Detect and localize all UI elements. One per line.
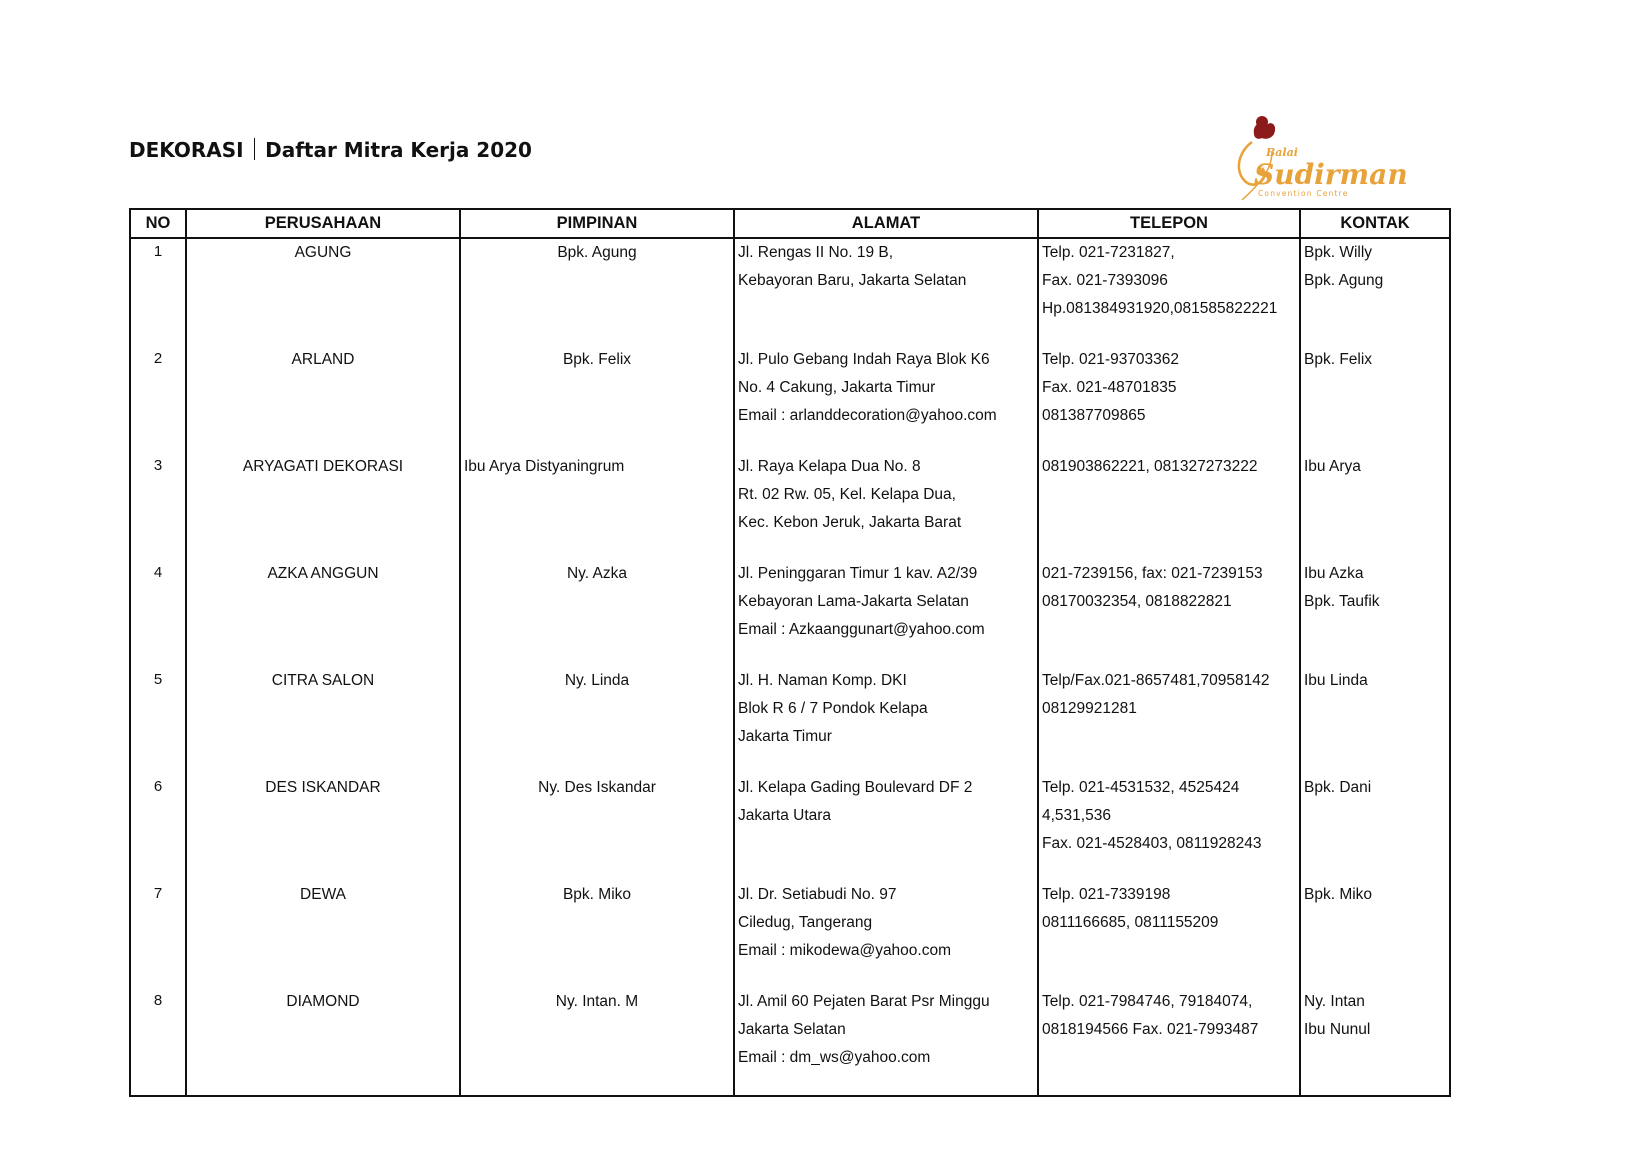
cell-telepon-line: 4,531,536: [1042, 807, 1111, 824]
table-row: [130, 881, 1450, 988]
cell-no: [130, 453, 186, 560]
cell-pimpinan-text: Ny. Intan. M: [555, 993, 639, 1010]
cell-alamat-line: No. 4 Cakung, Jakarta Timur: [738, 379, 936, 396]
cell-pimpinan-text: Ibu Arya Distyaningrum: [464, 458, 625, 475]
cell-kontak-line: Bpk. Agung: [1304, 272, 1384, 289]
cell-no: [130, 774, 186, 881]
cell-telepon-line: Fax. 021-7393096: [1042, 272, 1168, 289]
cell-telepon: [1038, 988, 1300, 1096]
cell-kontak: [1300, 453, 1450, 560]
cell-alamat-line: Email : arlanddecoration@yahoo.com: [738, 407, 997, 424]
cell-pimpinan-text: Bpk. Miko: [562, 886, 632, 903]
cell-no-text: 1: [153, 243, 163, 260]
cell-perusahaan-text: DES ISKANDAR: [265, 779, 381, 796]
cell-kontak: [1300, 667, 1450, 774]
cell-no-text: 4: [153, 564, 163, 581]
table-row: [130, 667, 1450, 774]
cell-pimpinan: [460, 774, 734, 881]
cell-telepon-line: Telp. 021-4531532, 4525424: [1042, 779, 1240, 796]
table-row: [130, 774, 1450, 881]
cell-pimpinan: [460, 453, 734, 560]
cell-perusahaan: [186, 774, 460, 881]
cell-perusahaan-text: DEWA: [300, 886, 346, 903]
cell-telepon-line: Fax. 021-4528403, 0811928243: [1042, 835, 1262, 852]
cell-telepon-line: Hp.081384931920,081585822221: [1042, 300, 1278, 317]
cell-alamat-line: Jl. Dr. Setiabudi No. 97: [738, 886, 897, 903]
cell-no: [130, 881, 186, 988]
col-header-telepon: TELEPON: [1038, 209, 1300, 238]
table-row: [130, 346, 1450, 453]
col-header-pimpinan: PIMPINAN: [460, 209, 734, 238]
table-body: [130, 238, 1450, 1096]
cell-alamat: [734, 238, 1038, 346]
cell-alamat-line: Jl. Amil 60 Pejaten Barat Psr Minggu: [738, 993, 990, 1010]
cell-telepon: [1038, 238, 1300, 346]
balai-sudirman-logo: [1232, 112, 1408, 204]
table-header-row: [130, 209, 1450, 238]
cell-kontak-line: Ibu Arya: [1304, 458, 1361, 475]
cell-telepon: [1038, 560, 1300, 667]
cell-alamat: [734, 560, 1038, 667]
cell-alamat-line: Jakarta Utara: [738, 807, 832, 824]
cell-telepon-line: Telp. 021-7984746, 79184074,: [1042, 993, 1253, 1010]
col-header-no: NO: [130, 209, 186, 238]
cell-kontak-line: Ibu Nunul: [1304, 1021, 1371, 1038]
cell-telepon-line: 08170032354, 0818822821: [1042, 593, 1232, 610]
subtitle: Daftar Mitra Kerja 2020: [265, 138, 532, 162]
cell-telepon-line: Telp/Fax.021-8657481,70958142: [1042, 672, 1270, 689]
col-header-kontak: KONTAK: [1300, 209, 1450, 238]
cell-alamat-line: Ciledug, Tangerang: [738, 914, 873, 931]
cell-perusahaan: [186, 560, 460, 667]
cell-no-text: 6: [153, 778, 163, 795]
cell-no: [130, 346, 186, 453]
cell-telepon-line: Telp. 021-7231827,: [1042, 244, 1175, 261]
cell-no: [130, 238, 186, 346]
cell-perusahaan-text: DIAMOND: [286, 993, 360, 1010]
cell-perusahaan: [186, 667, 460, 774]
svg-text:Sudirman: Sudirman: [1254, 158, 1408, 191]
cell-perusahaan: [186, 988, 460, 1096]
cell-telepon-line: 0818194566 Fax. 021-7993487: [1042, 1021, 1259, 1038]
cell-pimpinan: [460, 988, 734, 1096]
table-row: [130, 238, 1450, 346]
cell-perusahaan-text: AZKA ANGGUN: [267, 565, 379, 582]
cell-pimpinan-text: Ny. Azka: [566, 565, 627, 582]
svg-text:Convention Centre: Convention Centre: [1258, 189, 1349, 198]
cell-alamat-line: Jl. Pulo Gebang Indah Raya Blok K6: [738, 351, 990, 368]
cell-alamat: [734, 667, 1038, 774]
cell-kontak: [1300, 988, 1450, 1096]
cell-alamat: [734, 988, 1038, 1096]
cell-no-text: 8: [153, 992, 163, 1009]
cell-alamat-line: Blok R 6 / 7 Pondok Kelapa: [738, 700, 928, 717]
cell-telepon: [1038, 774, 1300, 881]
cell-perusahaan-text: CITRA SALON: [271, 672, 375, 689]
cell-alamat-line: Jakarta Selatan: [738, 1021, 846, 1038]
cell-alamat: [734, 346, 1038, 453]
cell-no-text: 3: [153, 457, 163, 474]
cell-alamat-line: Email : Azkaanggunart@yahoo.com: [738, 621, 985, 638]
cell-kontak: [1300, 774, 1450, 881]
table-row: [130, 453, 1450, 560]
cell-telepon-line: 08129921281: [1042, 700, 1137, 717]
cell-alamat-line: Kebayoran Lama-Jakarta Selatan: [738, 593, 969, 610]
cell-pimpinan-text: Ny. Linda: [564, 672, 630, 689]
cell-no-text: 5: [153, 671, 163, 688]
cell-alamat: [734, 881, 1038, 988]
cell-alamat-line: Jl. Kelapa Gading Boulevard DF 2: [738, 779, 973, 796]
cell-no-text: 7: [153, 885, 163, 902]
cell-no: [130, 560, 186, 667]
cell-kontak-line: Ny. Intan: [1304, 993, 1365, 1010]
cell-perusahaan: [186, 881, 460, 988]
cell-alamat: [734, 774, 1038, 881]
cell-alamat-line: Jl. Peninggaran Timur 1 kav. A2/39: [738, 565, 978, 582]
cell-pimpinan: [460, 560, 734, 667]
cell-kontak: [1300, 881, 1450, 988]
cell-telepon-line: Fax. 021-48701835: [1042, 379, 1177, 396]
cell-telepon: [1038, 453, 1300, 560]
cell-pimpinan: [460, 346, 734, 453]
cell-telepon-line: 081903862221, 081327273222: [1042, 458, 1258, 475]
cell-alamat-line: Kec. Kebon Jeruk, Jakarta Barat: [738, 514, 962, 531]
title-divider: [254, 138, 256, 160]
cell-kontak-line: Bpk. Willy: [1304, 244, 1373, 261]
cell-alamat-line: Jl. Raya Kelapa Dua No. 8: [738, 458, 921, 475]
col-header-alamat: ALAMAT: [734, 209, 1038, 238]
cell-pimpinan-text: Bpk. Felix: [562, 351, 632, 368]
cell-perusahaan: [186, 346, 460, 453]
category-title: DEKORASI: [129, 138, 244, 162]
cell-kontak-line: Bpk. Taufik: [1304, 593, 1380, 610]
cell-alamat-line: Jl. H. Naman Komp. DKI: [738, 672, 907, 689]
cell-alamat-line: Jl. Rengas II No. 19 B,: [738, 244, 894, 261]
cell-alamat-line: Rt. 02 Rw. 05, Kel. Kelapa Dua,: [738, 486, 956, 503]
cell-telepon: [1038, 346, 1300, 453]
col-header-perusahaan: PERUSAHAAN: [186, 209, 460, 238]
cell-telepon-line: 0811166685, 0811155209: [1042, 914, 1219, 931]
cell-alamat-line: Kebayoran Baru, Jakarta Selatan: [738, 272, 967, 289]
cell-pimpinan: [460, 881, 734, 988]
cell-no: [130, 988, 186, 1096]
cell-telepon-line: 021-7239156, fax: 021-7239153: [1042, 565, 1263, 582]
svg-text:Balai: Balai: [1266, 146, 1298, 159]
cell-pimpinan-text: Bpk. Agung: [557, 244, 637, 261]
cell-kontak-line: Ibu Azka: [1304, 565, 1364, 582]
cell-kontak-line: Bpk. Miko: [1304, 886, 1373, 903]
cell-kontak-line: Ibu Linda: [1304, 672, 1368, 689]
cell-no: [130, 667, 186, 774]
table-row: [130, 560, 1450, 667]
cell-telepon: [1038, 881, 1300, 988]
cell-perusahaan-text: ARYAGATI DEKORASI: [242, 458, 404, 475]
cell-perusahaan-text: ARLAND: [291, 351, 355, 368]
table-row: [130, 988, 1450, 1096]
cell-alamat-line: Jakarta Timur: [738, 728, 832, 745]
cell-telepon: [1038, 667, 1300, 774]
cell-pimpinan-text: Ny. Des Iskandar: [538, 779, 656, 796]
cell-perusahaan: [186, 453, 460, 560]
cell-kontak: [1300, 560, 1450, 667]
cell-telepon-line: Telp. 021-7339198: [1042, 886, 1171, 903]
cell-perusahaan: [186, 238, 460, 346]
cell-alamat: [734, 453, 1038, 560]
page-title: [129, 138, 532, 162]
cell-alamat-line: Email : dm_ws@yahoo.com: [738, 1049, 931, 1066]
cell-kontak-line: Bpk. Felix: [1304, 351, 1373, 368]
cell-perusahaan-text: AGUNG: [294, 244, 352, 261]
cell-telepon-line: 081387709865: [1042, 407, 1146, 424]
cell-kontak: [1300, 346, 1450, 453]
cell-kontak-line: Bpk. Dani: [1304, 779, 1372, 796]
cell-no-text: 2: [153, 350, 163, 367]
cell-alamat-line: Email : mikodewa@yahoo.com: [738, 942, 952, 959]
cell-kontak: [1300, 238, 1450, 346]
cell-pimpinan: [460, 238, 734, 346]
cell-telepon-line: Telp. 021-93703362: [1042, 351, 1180, 368]
cell-pimpinan: [460, 667, 734, 774]
partner-table: [129, 208, 1451, 1097]
